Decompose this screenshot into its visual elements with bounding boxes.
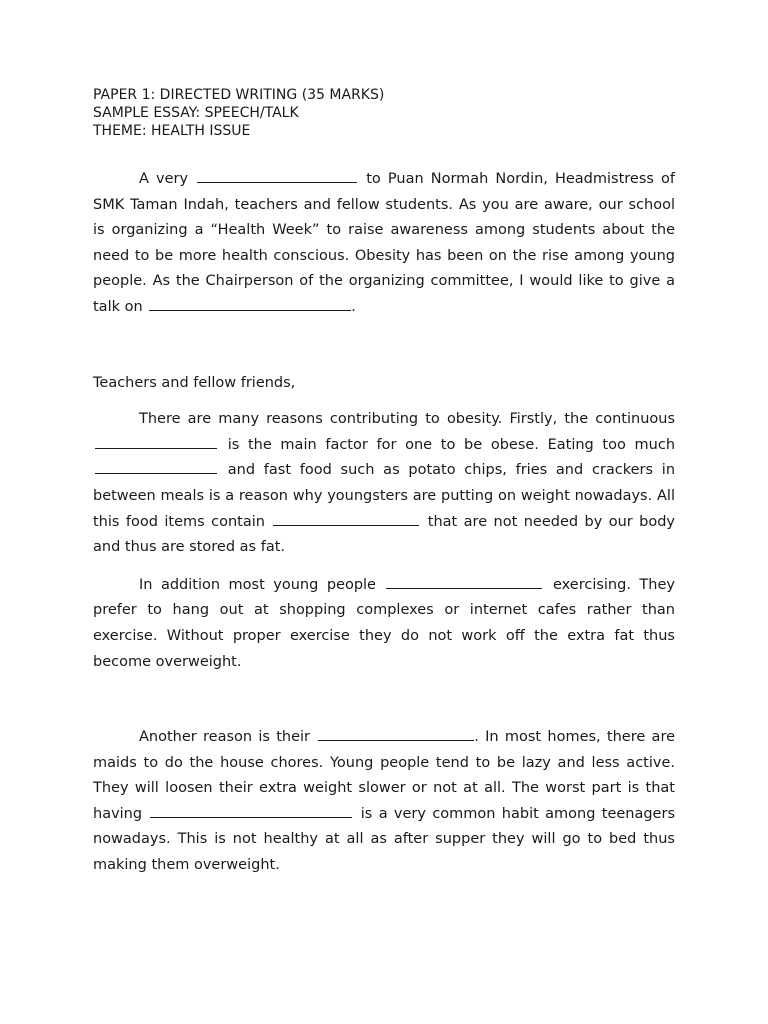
essay-theme: THEME: HEALTH ISSUE xyxy=(93,123,251,139)
fill-blank[interactable] xyxy=(95,434,217,449)
intro-text-3: . xyxy=(351,298,356,315)
para1-text-4: that are not needed by our body and thus are stored as fat. xyxy=(93,513,676,556)
fill-blank[interactable] xyxy=(386,574,542,589)
document-page xyxy=(93,86,675,879)
intro-paragraph xyxy=(93,167,675,321)
paragraph-lifestyle xyxy=(93,725,675,879)
fill-blank[interactable] xyxy=(318,726,474,741)
intro-text-2: to Puan Normah Nordin, Headmistress of SMK Taman Indah, teachers and fellow students. As you are aware, our school is organizing a “Health Week” to raise awareness among students about the need to be more health conscious. Obesity has been on the rise among young people. As the Chairperson of the organizing committee, I would like to give a talk on xyxy=(93,171,676,315)
essay-type: SAMPLE ESSAY: SPEECH/TALK xyxy=(93,105,299,121)
document-header xyxy=(93,86,675,140)
para3-text-3: is a very common habit among teenagers nowadays. This is not healthy at all as after supper they will go to bed thus making them overweight. xyxy=(93,805,675,874)
para2-text-1: In addition most young people xyxy=(139,576,376,593)
paragraph-exercise xyxy=(93,573,675,675)
para1-text-1: There are many reasons contributing to obesity. Firstly, the continuous xyxy=(139,411,675,428)
para2-text-2: exercising. They prefer to hang out at shopping complexes or internet cafes rather than exercise. Without proper exercise they do not work off the extra fat thus become overweight. xyxy=(93,576,675,670)
paper-title: PAPER 1: DIRECTED WRITING (35 MARKS) xyxy=(93,87,385,103)
para1-text-2: is the main factor for one to be obese. Eating too much xyxy=(227,436,676,453)
para3-text-2: . In most homes, there are maids to do the house chores. Young people tend to be lazy and less active. They will loosen their extra weight slower or not at all. The worst part is that having xyxy=(93,729,676,822)
fill-blank[interactable] xyxy=(150,803,352,818)
fill-blank[interactable] xyxy=(149,296,351,311)
fill-blank[interactable] xyxy=(273,511,419,526)
paragraph-reasons xyxy=(93,407,675,561)
fill-blank[interactable] xyxy=(95,459,217,474)
intro-text-1: A very xyxy=(139,171,189,187)
para3-text-1: Another reason is their xyxy=(139,729,310,746)
greeting-line: Teachers and fellow friends, xyxy=(93,374,296,391)
para1-text-3: and fast food such as potato chips, fries and crackers in between meals is a reason why youngsters are putting on weight nowadays. All this food items contain xyxy=(93,462,676,530)
fill-blank[interactable] xyxy=(197,168,357,183)
